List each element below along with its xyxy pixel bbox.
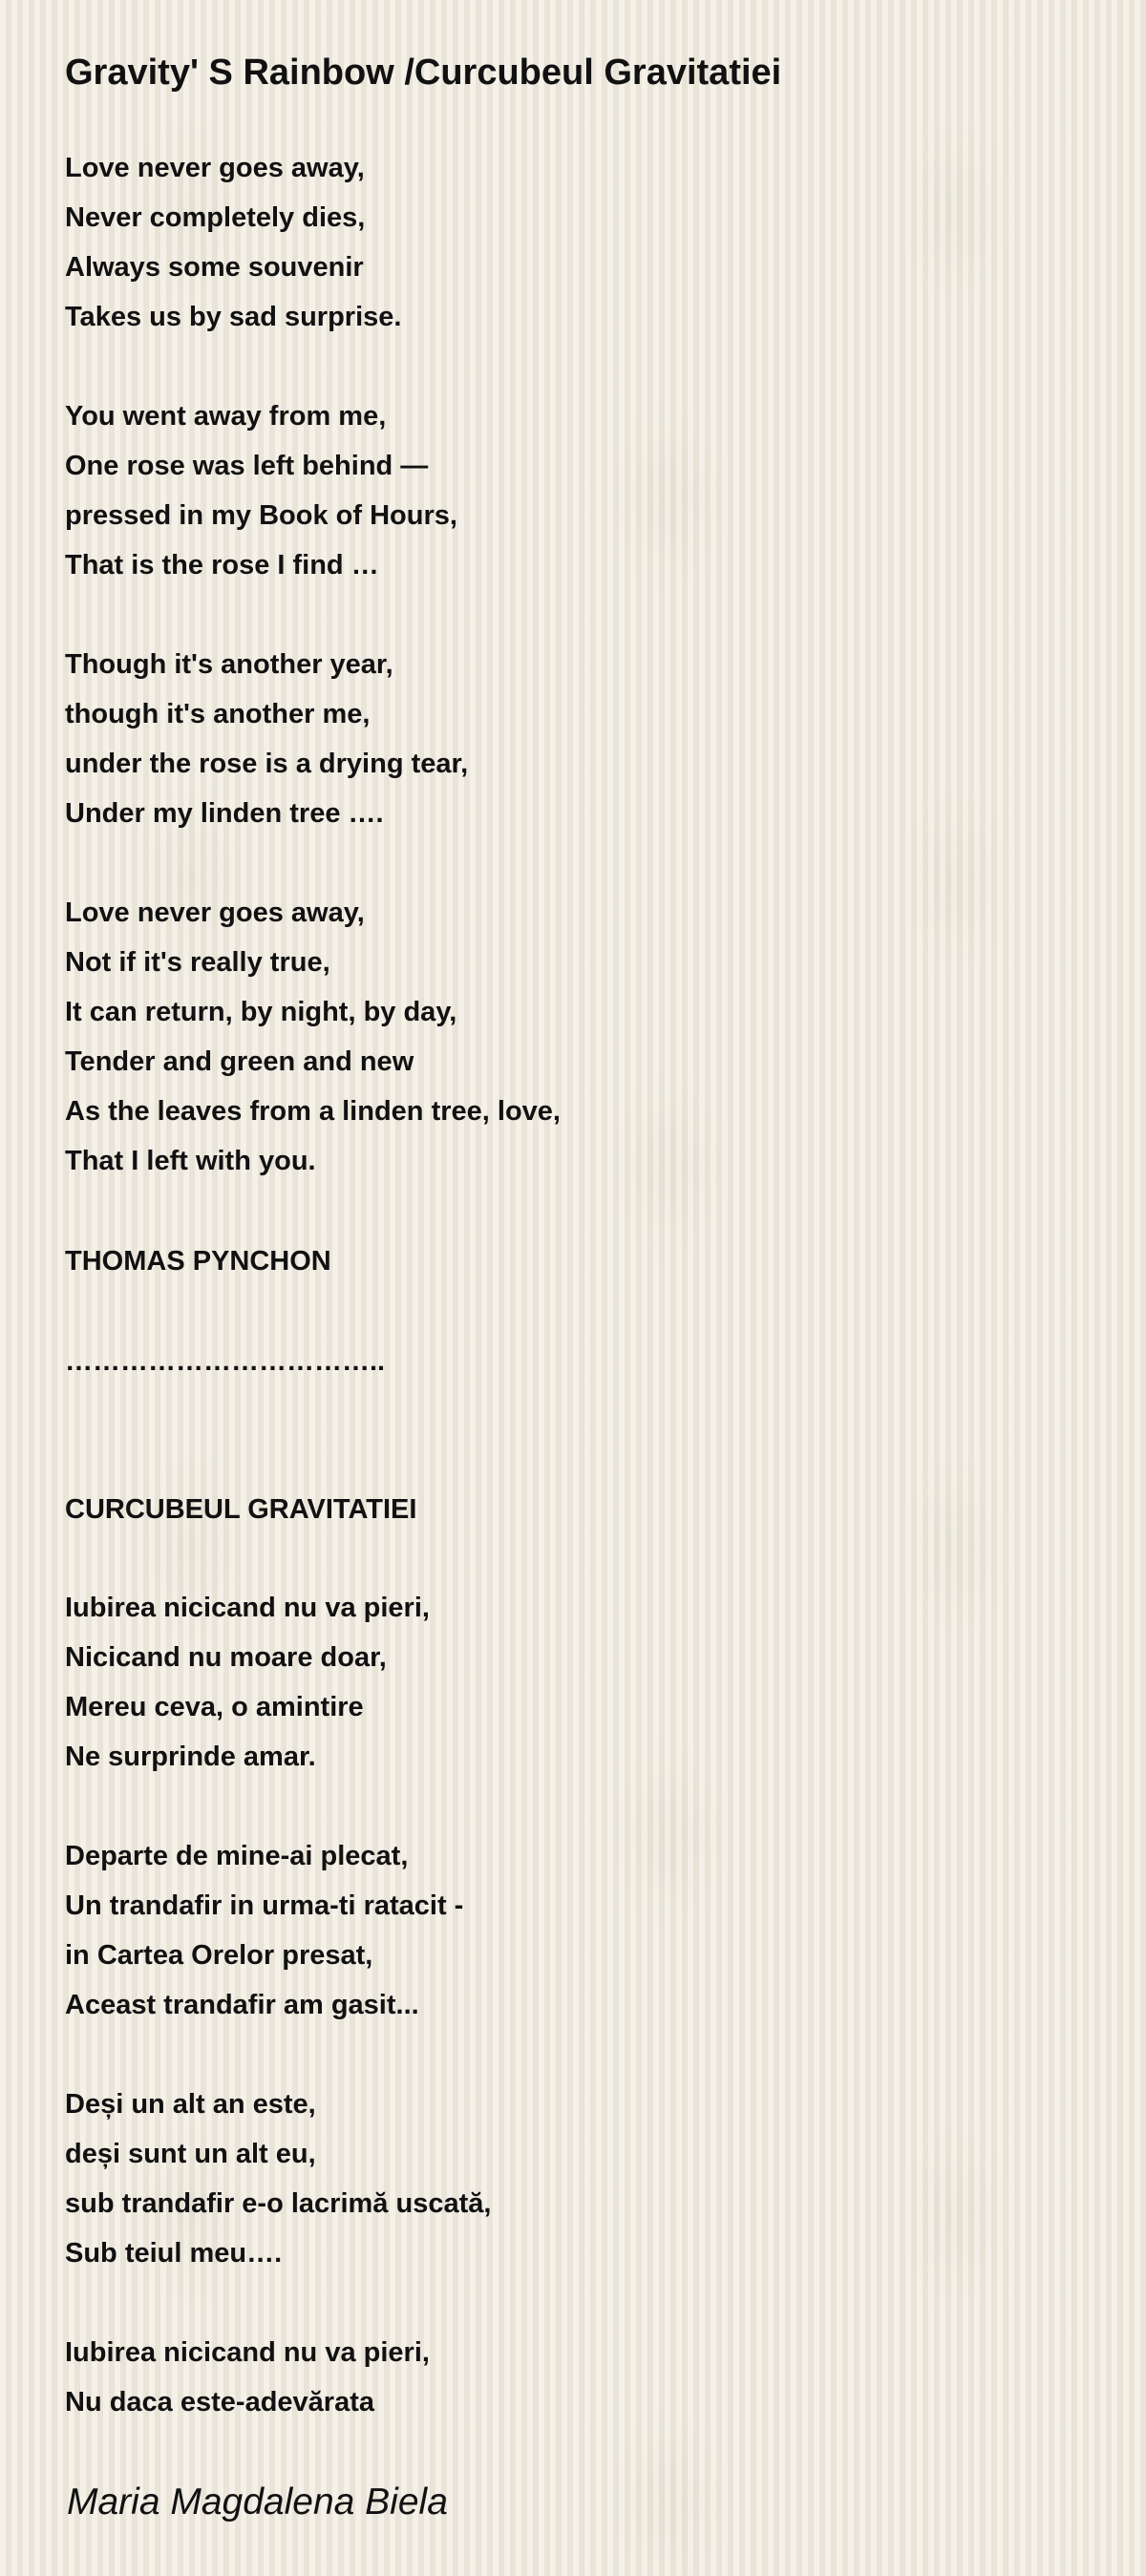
poem-line: Tender and green and new <box>65 1046 414 1077</box>
poem-line: Not if it's really true, <box>65 947 330 978</box>
poem-line: Love never goes away, <box>65 153 365 183</box>
stanza-2 <box>65 391 457 590</box>
stanza-4 <box>65 888 561 1186</box>
poem-line: As the leaves from a linden tree, love, <box>65 1096 561 1127</box>
poem-line: Nicicand nu moare doar, <box>65 1642 387 1673</box>
poem-line: Nu daca este-adevărata <box>65 2387 374 2418</box>
poem-line: Always some souvenir <box>65 252 364 283</box>
poem-line: though it's another me, <box>65 699 371 729</box>
poem-line: Aceast trandafir am gasit... <box>65 1990 419 2020</box>
poem-line: CURCUBEUL GRAVITATIEI <box>65 1494 417 1525</box>
poem-line: pressed in my Book of Hours, <box>65 500 457 531</box>
poem-line: deși sunt un alt eu, <box>65 2139 316 2169</box>
stanza-9 <box>65 1831 463 2030</box>
poem-line: One rose was left behind — <box>65 451 429 481</box>
poem-line: Iubirea nicicand nu va pieri, <box>65 1593 430 1623</box>
poem-title: Gravity' S Rainbow /Curcubeul Gravitatiei <box>65 53 782 93</box>
poem-line: THOMAS PYNCHON <box>65 1246 331 1277</box>
poem-author: Maria Magdalena Biela <box>67 2481 448 2523</box>
poem-line: Under my linden tree …. <box>65 798 384 829</box>
poem-line: You went away from me, <box>65 401 387 432</box>
poem-line: Though it's another year, <box>65 649 393 680</box>
poem-line: Love never goes away, <box>65 897 365 928</box>
stanza-5 <box>65 1236 331 1286</box>
stanza-1 <box>65 143 401 342</box>
stanza-8 <box>65 1583 430 1782</box>
stanza-7 <box>65 1485 416 1534</box>
poem-line: sub trandafir e-o lacrimă uscată, <box>65 2188 492 2219</box>
stanza-3 <box>65 640 468 838</box>
stanza-11 <box>65 2328 430 2427</box>
stanza-6 <box>65 1337 385 1386</box>
poem-line: Deși un alt an este, <box>65 2089 316 2120</box>
poem-line: Mereu ceva, o amintire <box>65 1692 364 1722</box>
poem-line: …………………………….. <box>65 1346 386 1377</box>
poem-line: Sub teiul meu…. <box>65 2238 283 2269</box>
poem-line: It can return, by night, by day, <box>65 997 457 1027</box>
poem-line: Iubirea nicicand nu va pieri, <box>65 2337 430 2368</box>
stanza-10 <box>65 2080 491 2278</box>
poem-line: Ne surprinde amar. <box>65 1742 316 1772</box>
poem-line: in Cartea Orelor presat, <box>65 1940 373 1971</box>
poem-line: That I left with you. <box>65 1146 316 1176</box>
poem-line: under the rose is a drying tear, <box>65 749 469 779</box>
poem-line: Un trandafir in urma-ti ratacit - <box>65 1890 464 1921</box>
poem-line: That is the rose I find … <box>65 550 379 581</box>
poem-line: Departe de mine-ai plecat, <box>65 1841 409 1871</box>
poem-line: Never completely dies, <box>65 202 366 233</box>
poem-line: Takes us by sad surprise. <box>65 302 402 332</box>
